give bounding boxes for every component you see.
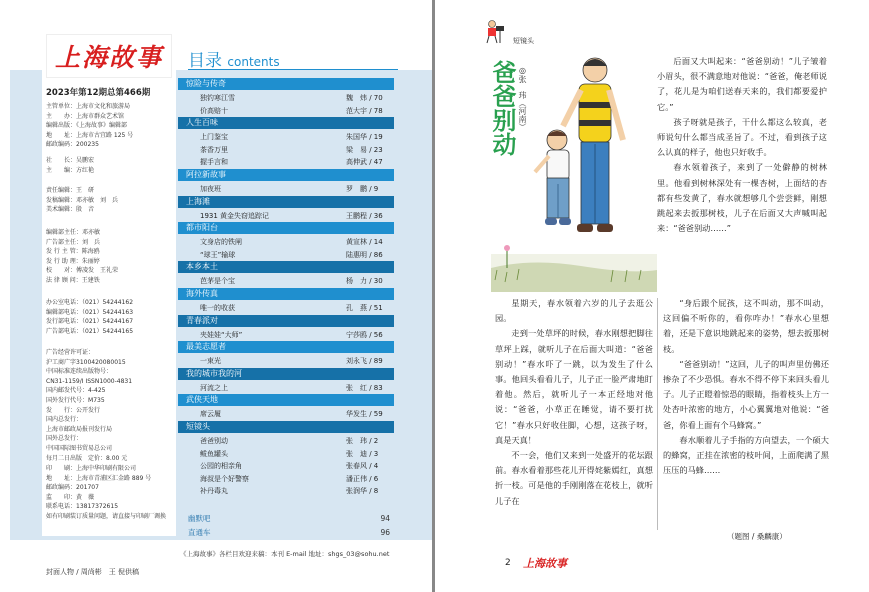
toc-section-header: 本乡本土 [178,261,394,273]
camera-person-icon [483,18,509,44]
toc-entry[interactable] [178,329,394,342]
info-key: 沪工商广字 [46,358,77,366]
editors-info [46,186,118,215]
submission-footer: 《上海故事》各栏目欢迎来稿：本刊 E-mail 地址：shgs_03@sohu.net [180,550,390,558]
info-key: 地 址 [46,474,71,482]
info-value: ：（021）54244163 [76,308,134,316]
info-row [46,276,118,286]
toc-section-header: 都市阳台 [178,222,394,234]
info-row [46,377,132,387]
info-key: 办公室电话 [46,299,77,306]
toc-entry[interactable] [178,485,394,498]
toc-entry-title: 爸爸别动 [200,436,228,445]
toc-section-header: 短镜头 [178,421,394,433]
toc-entry-author-page: 华发生 / 59 [346,410,383,419]
info-row [46,317,133,327]
toc-entry-author-page: 刘永飞 / 89 [346,357,383,366]
info-key: 国外发行代号 [46,396,83,404]
info-row [46,266,118,276]
phone-info [46,298,133,336]
info-row [46,415,132,425]
info-row [46,406,132,416]
toc-entry[interactable] [178,473,394,486]
info-key: 校 对 [46,267,71,275]
footer-logo: 上海故事 [523,557,567,570]
info-key: 邮政编码 [46,141,71,149]
info-value: ：邓亦敏 [76,229,101,236]
toc-header [188,46,280,71]
info-value: ：朱丽婷 [75,257,100,265]
toc-entry-title: 海叔是个好警察 [200,474,249,483]
toc-rule [188,69,398,70]
info-key: 主 编 [46,166,71,174]
info-value: ：邓亦敏 刘 兵 [70,196,119,204]
toc-title: 目录 [188,51,222,71]
info-key: 国内总发行 [46,416,77,424]
toc-entry[interactable] [178,302,394,315]
toc-entry-author-page: 张春风 / 4 [346,462,379,471]
toc-section-header: 海外传真 [178,288,394,300]
toc-entry[interactable] [178,435,394,448]
toc-entry-title: 河流之上 [200,383,228,392]
article-paragraph: 春水领着孩子，来到了一处僻静的树林里。他看到树林深处有一棵杏树，上面结的杏都有些发黄了，春水就想够几个尝尝鲜，刚想跳起来去扳那树枝，儿子在后面又大声喊叫起来：“爸爸别动……” [657,162,827,234]
toc-entry-title: 价高赔十 [200,106,228,115]
toc-extra-page: 96 [380,528,390,537]
toc-entry-title: 1931 黄金失窃追踪记 [200,211,270,220]
info-key: 主管单位 [46,103,71,110]
info-key: 编辑出版 [46,122,71,130]
info-row [46,502,166,512]
toc-entry-author-page: 杨 力 / 30 [346,277,383,286]
info-key: 社 长 [46,157,71,164]
toc-entry[interactable] [178,183,394,196]
article-text-left [495,296,653,509]
toc-entry-title: 唯一的收获 [200,303,235,312]
toc-section-header: 最美志愿者 [178,341,394,353]
toc-entry-author-page: 孔 燕 / 51 [346,303,383,312]
info-row [46,358,132,368]
info-row [46,121,133,131]
info-row [46,140,133,150]
toc-entry-author-page: 张 迪 / 3 [346,449,379,458]
info-value: 中国国际图书贸易总公司 [46,444,113,452]
toc-entry[interactable] [178,144,394,157]
toc-entry-author-page: 梁 易 / 23 [346,145,383,154]
toc-entry[interactable] [178,131,394,144]
info-row [46,434,132,444]
info-value: ：（021）54244162 [76,299,134,306]
toc-section-header: 我的城市我的河 [178,368,394,380]
toc-entry[interactable] [178,408,394,421]
editor-in-chief-info [46,156,94,175]
info-row [46,102,133,112]
info-row [46,156,94,166]
toc-entry-title: “球王”输球 [200,250,236,259]
info-row [46,327,133,337]
toc-entry-title: 独钓寒江雪 [200,94,235,102]
info-key: 发稿编辑 [46,196,71,204]
info-key: 发 行 助 理 [46,257,76,265]
info-value: ：傅凌发 王礼荣 [70,267,119,275]
info-value: ：201707 [70,484,99,492]
toc-entry-title: 握手言和 [200,158,228,167]
article-paragraph: 春水顺着儿子手指的方向望去，一个硕大的蜂窝，正挂在浓密的枝叶间，上面爬满了黑压压的马蜂…… [663,434,829,476]
info-row [46,112,133,122]
info-key: 监 印 [46,493,71,501]
toc-entry-author-page: 范大宇 / 78 [346,106,383,115]
info-key: 广告部主任 [46,238,77,246]
column-label: 短镜头 [513,37,534,45]
info-value: ：刘 兵 [76,238,101,246]
info-value: ：陈海鸥 [75,248,100,256]
info-key: 发行部电话 [46,318,77,326]
toc-entry-title: 加夜班 [200,184,221,193]
info-row [46,367,132,377]
toc-entry-author-page: 黄宣林 / 14 [346,238,383,247]
illustration-credit: （题图 / 桑麟康） [727,532,787,541]
toc-entry-title: 上门鉴宝 [200,133,228,142]
article-byline: ◎张 玮（河南） [518,66,527,131]
toc-entry[interactable] [178,92,394,105]
info-row [46,238,118,248]
toc-entry-author-page: 罗 鹏 / 9 [346,184,379,193]
info-value: ：（021）54244165 [76,327,134,335]
article-paragraph: 星期天，春水领着六岁的儿子去逛公园。 [495,298,653,324]
magazine-logo: 上海故事 [46,34,172,78]
info-key: 国外总发行 [46,435,77,443]
info-value: 如有印刷装订质量问题，请直接与印刷厂调换 [46,512,167,520]
info-value: ： [76,435,83,443]
toc-section-header: 上海滩 [178,196,394,208]
article-paragraph: “爸爸别动！”这回，儿子的叫声里仿佛还掺杂了不少恐惧。春水不得不停下来回头看儿子。儿子正瞪着惊恐的眼睛，指着枝头上方一处杏叶浓密的地方，小心翼翼地对他说：“爸爸，你看上面有个马蜂窝。” [663,358,829,430]
info-value: ：上海市文化和旅游局 [70,103,131,110]
toc-entry-title: 公园的相亲角 [200,462,242,471]
toc-entry-title: 席云履 [200,410,221,419]
info-value: ：上海市古宜路 125 号 [70,131,134,139]
toc-entry[interactable] [178,275,394,288]
info-row [46,425,132,435]
info-key: 中国标准连续出版物号 [46,368,107,376]
info-value: ：4-425 [82,387,106,395]
info-key: 法 律 顾 问 [46,276,76,284]
info-key: 责任编辑 [46,187,71,194]
toc-entry-title: 补丹毒丸 [200,487,228,496]
info-row [46,247,118,257]
info-row [46,166,94,176]
toc-section-header: 阿拉新故事 [178,169,394,181]
info-value: ：13817372615 [70,503,119,511]
toc-entry-author-page: 高伸武 / 47 [346,158,383,167]
info-key: 编辑部电话 [46,308,77,316]
info-value: ：M735 [82,396,105,404]
printer-info [46,464,166,522]
toc-section-header: 武侠天地 [178,394,394,406]
info-value: ： [106,368,113,376]
article-paragraph: 后面又大叫起来：“爸爸别动！”儿子皱着小眉头，很不满意地对他说：“爸爸，俺老师说了，花儿是为咱们送春天来的，我们都要爱护它。” [657,56,827,112]
info-key: 国内邮发代号 [46,387,83,395]
toc-entry[interactable] [178,355,394,368]
toc-entry[interactable] [178,105,394,118]
left-page [0,0,432,592]
info-value: 定价：8.00 元 [82,454,128,462]
toc-entry-author-page: 潘正伟 / 6 [346,474,379,483]
info-key: 发 行 主 管 [46,248,76,256]
info-value: ：方红艳 [70,166,95,174]
toc-entry-title: 芭茅是个宝 [200,277,235,286]
toc-section-header: 惊险与传奇 [178,78,394,90]
info-row [46,386,132,396]
toc-entry-title: 鲅鱼罐头 [200,449,228,458]
toc-extra [180,512,394,540]
info-value: 上海市邮政局报刊发行局 [46,425,113,433]
issue-line: 2023年第12期总第466期 [46,88,151,98]
right-page [435,0,869,592]
info-key: 美术编辑 [46,206,71,214]
article-paragraph: 孩子呀就是孩子，干什么都这么较真，老师说句什么都当成圣旨了。不过，看到孩子这么认真的样子，他也只好收手。 [657,116,827,158]
staff-info [46,228,118,286]
info-key: 主 办 [46,112,71,120]
column-divider [657,298,658,530]
info-key: 广告经营许可证 [46,349,89,356]
info-key: 发 行 [46,406,71,414]
info-row [46,493,166,503]
info-row [46,228,118,238]
info-row [46,474,166,484]
info-key: 邮政编码 [46,484,71,492]
info-value: ：王 研 [70,187,95,194]
article-paragraph: 走到一处草坪的时候，春水刚想把脚往草坪上踩，就听儿子在后面大叫道：“爸爸别动！”春水吓了一跳，以为发生了什么事。他回头看看儿子，儿子正一脸严肃地盯着他。然后，就听儿子一本正经地对他说：“爸爸，小草正在睡觉，请不要打扰它！”春水只好收住脚，心想，这孩子呀，真是天真！ [495,328,653,445]
info-value: 3100420080015 [76,358,126,366]
info-value: ： [76,416,83,424]
toc-extra-page: 94 [380,514,390,523]
info-value: ISSN1000-4831 [83,377,133,385]
cover-note: 封面人物 / 周尚彬 王 倪供稿 [46,568,140,576]
toc-section-header: 青春派对 [178,315,394,327]
info-row [46,131,133,141]
toc-entry-title: 夹娃娃“大师” [200,330,243,339]
table-of-contents [178,78,394,498]
info-value: ：黄 薇 [70,493,95,501]
toc-entry[interactable] [178,460,394,473]
info-value: ：上海市青浦区汇金路 889 号 [70,474,152,482]
article-paragraph: 不一会，他们又来到一处盛开的花坛跟前。春水看着那些花儿开得姹紫嫣红，真想折一枝。可是他的手刚刚落在花枝上，就听儿子在 [495,450,653,506]
license-info [46,348,132,463]
toc-entry[interactable] [178,210,394,223]
toc-entry-title: 一束光 [200,357,221,366]
article-text-right [663,296,829,478]
toc-entry-title: 茶香万里 [200,145,228,154]
info-key: 编辑部主任 [46,229,77,236]
toc-entry-author-page: 张 红 / 83 [346,383,383,392]
toc-entry-author-page: 宁莎鸥 / 56 [346,330,383,339]
toc-entry-author-page: 张 玮 / 2 [346,436,379,445]
info-value: ：王建铁 [75,276,100,284]
toc-entry-author-page: 魏 炜 / 70 [346,94,383,102]
toc-extra-entry[interactable] [180,526,394,540]
toc-extra-entry[interactable] [180,512,394,526]
page-number: 2 [505,558,511,568]
info-row [46,444,132,454]
info-value: ： [88,349,95,356]
info-row [46,483,166,493]
toc-entry-author-page: 张润华 / 8 [346,487,379,496]
info-key: 广告部电话 [46,327,77,335]
info-key: 地 址 [46,131,71,139]
info-row [46,454,132,464]
article-paragraph: “身后跟个屁孩，这不叫动，那不叫动，这回偏不听你的，看你咋办！”春水心里想着，还是下意识地跳起来的姿势，想去扳那树枝。 [663,298,829,354]
info-row [46,298,133,308]
info-value: ：上海中华印刷有限公司 [70,465,137,472]
toc-entry[interactable] [178,249,394,262]
info-row [46,464,166,474]
publisher-info [46,102,133,150]
info-row [46,257,118,267]
article-text-top-right [657,54,827,236]
info-row [46,512,166,522]
toc-entry-author-page: 朱国华 / 19 [346,133,383,142]
info-value: ：《上海故事》编辑部 [70,122,128,130]
toc-entry-title: 文身店的铁闸 [200,238,242,247]
toc-entry-author-page: 陆惠明 / 86 [346,250,383,259]
info-value: ：200235 [70,141,99,149]
info-row [46,308,133,318]
toc-extra-title: 幽默吧 [188,514,211,523]
info-row [46,348,132,358]
info-value: ：公开发行 [70,406,101,414]
info-key: 每月二日出版 [46,454,83,462]
masthead-panel [42,28,176,536]
info-value: ：吴鹏宏 [70,157,95,164]
info-row [46,205,118,215]
info-row [46,196,118,206]
toc-entry[interactable] [178,382,394,395]
info-key: CN31-1159/I [46,377,84,385]
info-value: ：上海市群众艺术馆 [70,112,125,120]
toc-entry[interactable] [178,236,394,249]
info-value: ：（021）54244167 [76,318,134,326]
toc-entry-author-page: 王鹏程 / 36 [346,211,383,220]
toc-title-en: contents [227,55,280,69]
info-row [46,396,132,406]
info-key: 联系电话 [46,503,71,511]
toc-entry[interactable] [178,448,394,461]
info-row [46,186,118,196]
toc-extra-title: 直通车 [188,528,211,537]
toc-section-header: 人生百味 [178,117,394,129]
toc-entry[interactable] [178,156,394,169]
info-value: ：殷 音 [70,206,95,214]
info-key: 印 刷 [46,465,71,472]
article-title: 爸爸别动 [488,60,517,156]
